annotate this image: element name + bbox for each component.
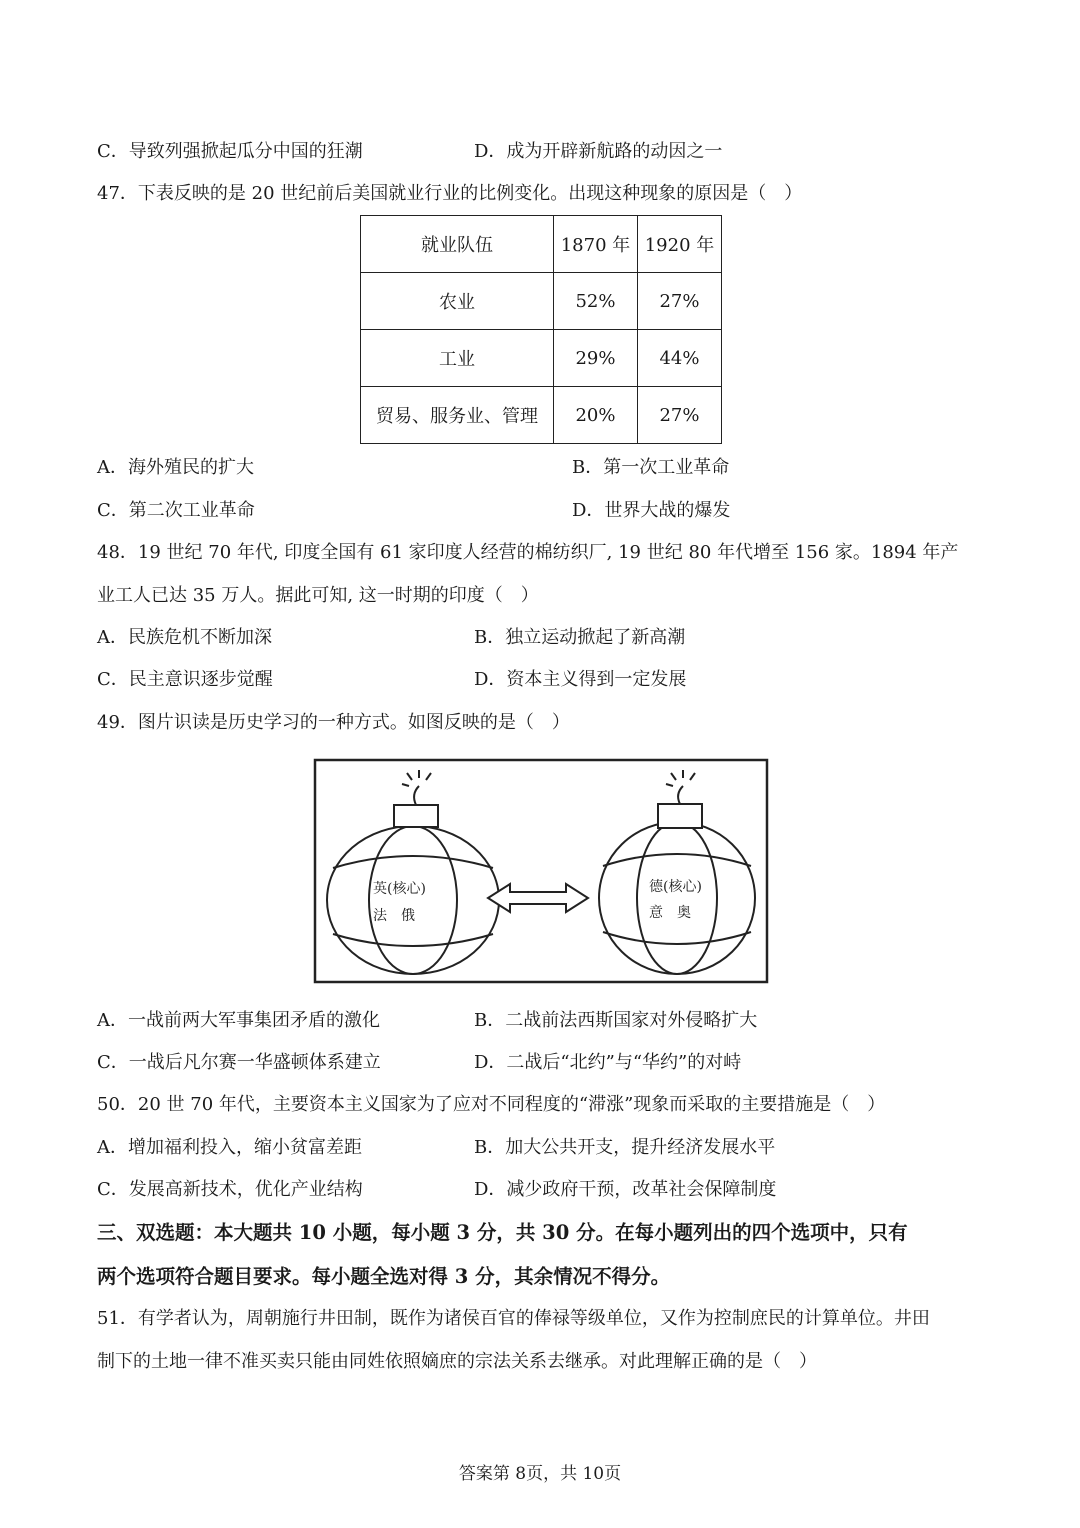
q49-option-a: A．一战前两大军事集团矛盾的激化 [97, 1010, 380, 1031]
employment-table [360, 215, 722, 444]
section3-heading-line1: 三、双选题：本大题共 10 小题，每小题 3 分，共 30 分。在每小题列出的四个选项中，只有 [97, 1221, 908, 1244]
q51-stem-line2: 制下的土地一律不准买卖只能由同姓依照嫡庶的宗法关系去继承。对此理解正确的是（ ） [97, 1351, 817, 1372]
q48-option-c: C．民主意识逐步觉醒 [97, 669, 273, 690]
page-footer: 答案第 8页，共 10页 [458, 1464, 622, 1484]
figure-frame [315, 760, 767, 982]
table-cell: 贸易、服务业、管理 [361, 387, 554, 444]
table-row [361, 273, 722, 330]
table-cell: 27% [638, 387, 722, 444]
q49-option-d: D．二战后“北约”与“华约”的对峙 [474, 1052, 742, 1073]
table-cell: 27% [638, 273, 722, 330]
q48-option-d: D．资本主义得到一定发展 [474, 669, 687, 690]
left-bomb-label-2: 法 俄 [373, 908, 415, 924]
q51-stem-line1: 51．有学者认为，周朝施行井田制，既作为诸侯百官的俸禄等级单位，又作为控制庶民的计算单位。井田 [97, 1308, 930, 1329]
table-header-row [361, 216, 722, 273]
q50-option-c: C．发展高新技术，优化产业结构 [97, 1179, 363, 1200]
q48-stem-line1: 48．19 世纪 70 年代, 印度全国有 61 家印度人经营的棉纺织厂, 19 世纪 80 年代增至 156 家。1894 年产 [97, 542, 959, 563]
q46-option-c: C．导致列强掀起瓜分中国的狂潮 [97, 141, 363, 162]
alliance-bombs-figure [313, 758, 769, 984]
q50-stem: 50．20 世 70 年代，主要资本主义国家为了应对不同程度的“滞涨”现象而采取的主要措施是（ ） [97, 1094, 886, 1115]
q49-stem: 49．图片识读是历史学习的一种方式。如图反映的是（ ） [97, 712, 570, 733]
table-cell: 农业 [361, 273, 554, 330]
q50-option-a: A．增加福利投入，缩小贫富差距 [97, 1137, 362, 1158]
table-row [361, 330, 722, 387]
table-cell: 44% [638, 330, 722, 387]
q48-option-a: A．民族危机不断加深 [97, 627, 272, 648]
table-cell: 20% [554, 387, 638, 444]
table-header: 1920 年 [638, 216, 722, 273]
q47-option-c: C．第二次工业革命 [97, 500, 255, 521]
table-cell: 29% [554, 330, 638, 387]
q49-option-c: C．一战后凡尔赛一华盛顿体系建立 [97, 1052, 381, 1073]
q47-option-b: B．第一次工业革命 [572, 457, 730, 478]
q47-option-d: D．世界大战的爆发 [572, 500, 731, 521]
table-row [361, 387, 722, 444]
section3-heading-line2: 两个选项符合题目要求。每小题全选对得 3 分，其余情况不得分。 [97, 1265, 671, 1288]
table-cell: 52% [554, 273, 638, 330]
right-bomb-label-2: 意 奥 [649, 905, 691, 921]
right-bomb-label-1: 德(核心) [649, 879, 702, 895]
table-cell: 工业 [361, 330, 554, 387]
q50-option-d: D．减少政府干预，改革社会保障制度 [474, 1179, 777, 1200]
q47-stem: 47．下表反映的是 20 世纪前后美国就业行业的比例变化。出现这种现象的原因是（ ） [97, 183, 803, 204]
q47-option-a: A．海外殖民的扩大 [97, 457, 254, 478]
q48-stem-line2: 业工人已达 35 万人。据此可知, 这一时期的印度（ ） [97, 585, 539, 606]
table-header: 1870 年 [554, 216, 638, 273]
q48-option-b: B．独立运动掀起了新高潮 [474, 627, 686, 648]
q46-option-d: D．成为开辟新航路的动因之一 [474, 141, 723, 162]
left-bomb-label-1: 英(核心) [373, 881, 426, 897]
table-header: 就业队伍 [361, 216, 554, 273]
q50-option-b: B．加大公共开支，提升经济发展水平 [474, 1137, 776, 1158]
q49-option-b: B．二战前法西斯国家对外侵略扩大 [474, 1010, 758, 1031]
